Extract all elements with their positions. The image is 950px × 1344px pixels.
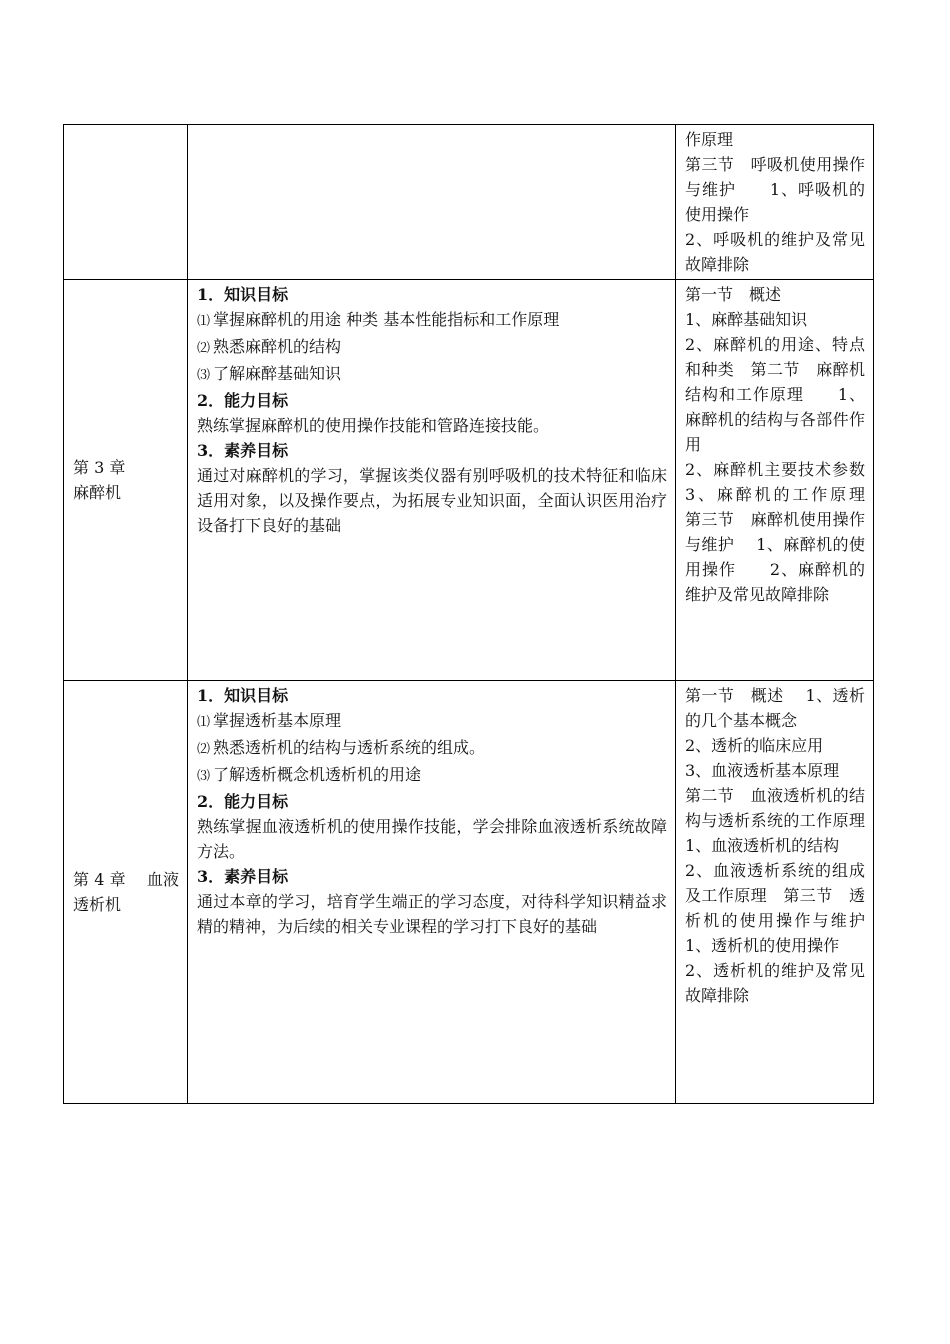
quality-goal-title: 3．素养目标 [197,441,289,460]
knowledge-goal-title: 1．知识目标 [197,686,289,705]
content-cell: 第一节 概述 1、麻醉基础知识 2、麻醉机的用途、特点和种类 第二节 麻醉机结构和工作原理 1、麻醉机的结构与各部件作用 2、麻醉机主要技术参数 3、麻醉机的工作原理 第三节 麻醉机使用操作与维护 1、麻醉机的使用操作 2、麻醉机的维护及常见故障排除 [676,280,874,681]
knowledge-item: ⑴ 掌握麻醉机的用途 种类 基本性能指标和工作原理 [197,310,560,329]
table-row [64,125,874,280]
knowledge-item: ⑵ 熟悉麻醉机的结构 [197,337,342,356]
table-row [64,280,874,681]
goals-cell [188,681,676,1104]
chapter-cell: 第 3 章 麻醉机 [64,280,188,681]
quality-goal-title: 3．素养目标 [197,867,289,886]
ability-goal-text: 熟练掌握麻醉机的使用操作技能和管路连接技能。 [197,416,550,435]
content-cell: 作原理 第三节 呼吸机使用操作与维护 1、呼吸机的使用操作 2、呼吸机的维护及常见故障排除 [676,125,874,280]
content-cell: 第一节 概述 1、透析的几个基本概念 2、透析的临床应用 3、血液透析基本原理 第二节 血液透析机的结构与透析系统的工作原理 1、血液透析机的结构 2、血液透析系统的组成及工作原理 第三节 透析机的使用操作与维护 1、透析机的使用操作 2、透析机的维护及常见故障排除 [676,681,874,1104]
knowledge-item: ⑵ 熟悉透析机的结构与透析系统的组成。 [197,738,486,757]
table-row [64,681,874,1104]
chapter-cell [64,125,188,280]
ability-goal-text: 熟练掌握血液透析机的使用操作技能，学会排除血液透析系统故障方法。 [197,817,667,861]
knowledge-item: ⑴ 掌握透析基本原理 [197,711,342,730]
ability-goal-title: 2．能力目标 [197,391,289,410]
quality-goal-text: 通过对麻醉机的学习，掌握该类仪器有别呼吸机的技术特征和临床适用对象，以及操作要点，为拓展专业知识面，全面认识医用治疗设备打下良好的基础 [197,466,667,535]
quality-goal-text: 通过本章的学习，培育学生端正的学习态度，对待科学知识精益求精的精神，为后续的相关专业课程的学习打下良好的基础 [197,892,667,936]
goals-cell [188,125,676,280]
syllabus-table [63,124,874,1104]
knowledge-goal-title: 1．知识目标 [197,285,289,304]
goals-cell [188,280,676,681]
knowledge-item: ⑶ 了解透析概念机透析机的用途 [197,765,422,784]
knowledge-item: ⑶ 了解麻醉基础知识 [197,364,342,383]
chapter-cell: 第 4 章 血液透析机 [64,681,188,1104]
ability-goal-title: 2．能力目标 [197,792,289,811]
